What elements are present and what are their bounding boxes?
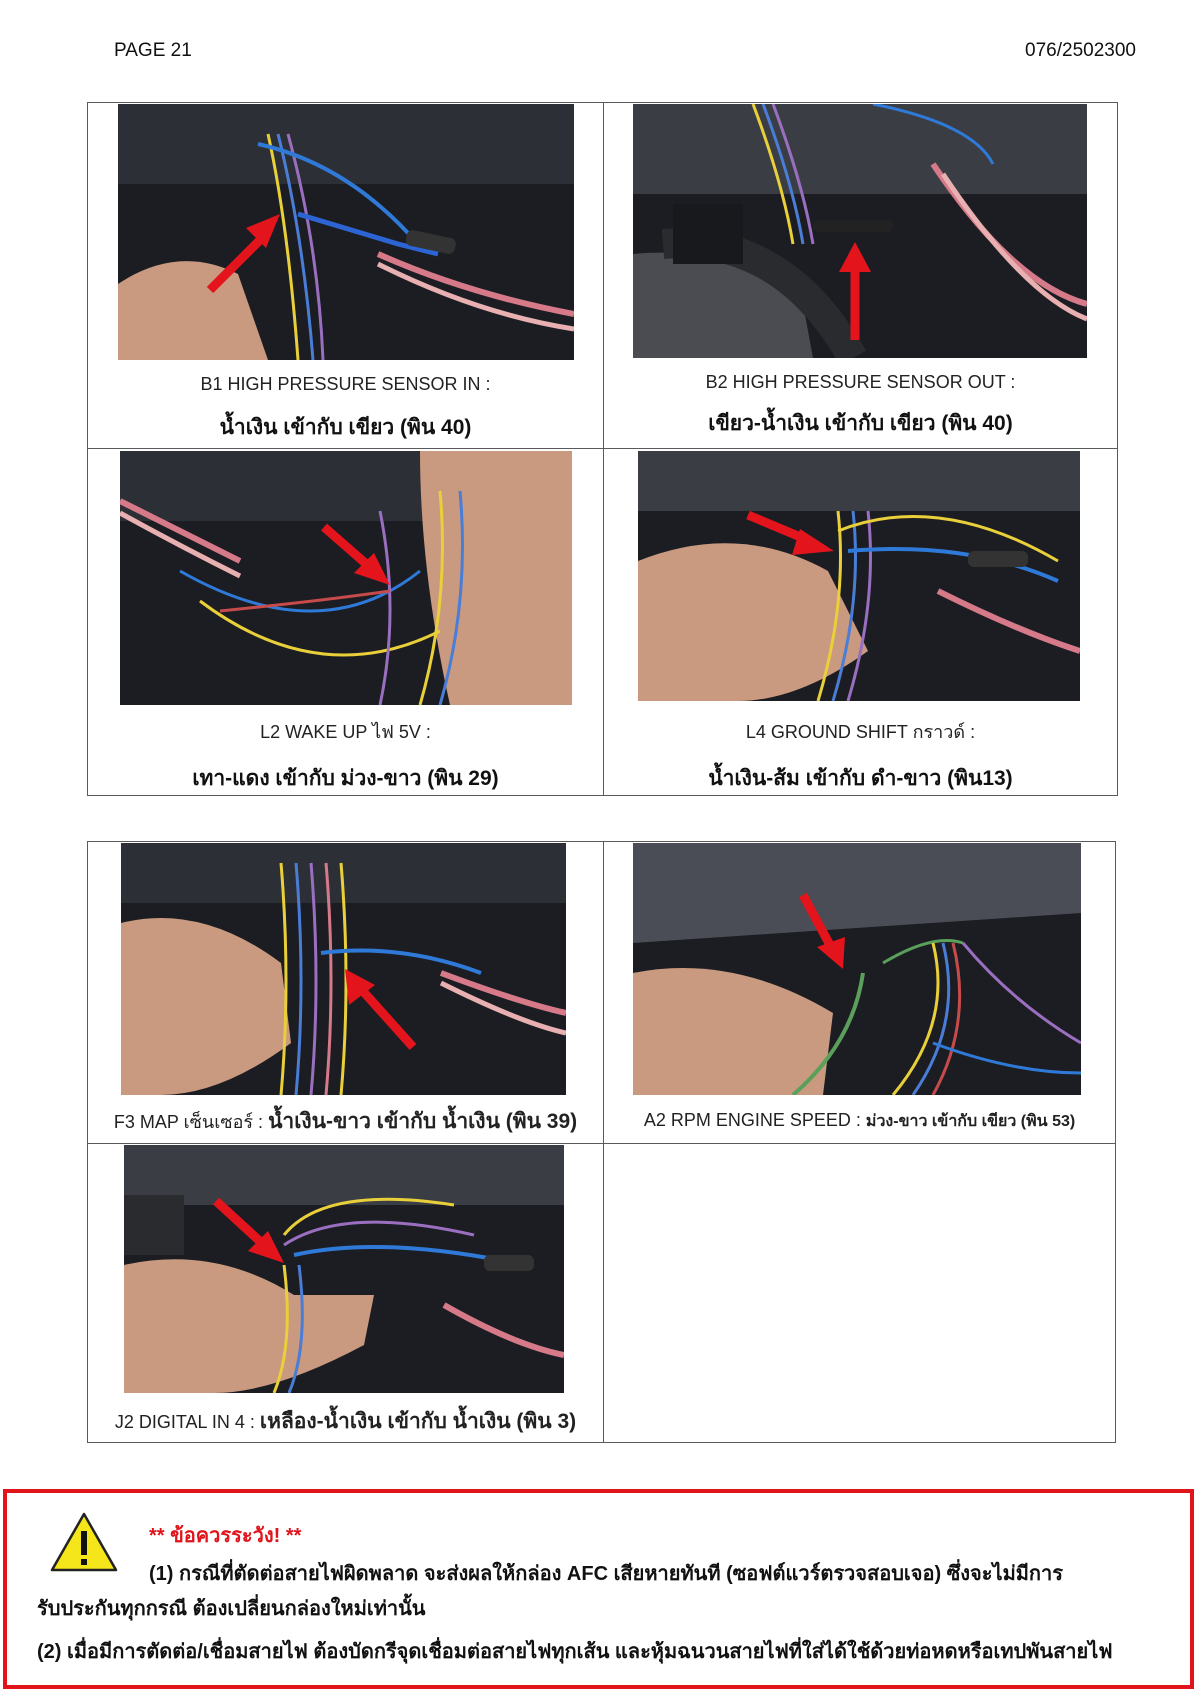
detail-f3: น้ำเงิน-ขาว เข้ากับ น้ำเงิน (พิน 39): [268, 1110, 578, 1133]
detail-l2: เทา-แดง เข้ากับ ม่วง-ขาว (พิน 29): [192, 767, 499, 790]
wire-harness-image: [124, 1145, 564, 1393]
label-l4: L4 GROUND SHIFT กราวด์ :: [745, 722, 976, 742]
cell-j2: [88, 1144, 604, 1443]
photo-j2: [124, 1145, 564, 1393]
caption-a2: [604, 1109, 1115, 1134]
label-a2: A2 RPM ENGINE SPEED :: [643, 1110, 861, 1130]
wire-harness-image: [638, 451, 1080, 701]
photo-a2: [633, 843, 1081, 1095]
warning-box: [3, 1489, 1194, 1689]
cell-l2: [88, 449, 604, 796]
label-j2: J2 DIGITAL IN 4 :: [114, 1412, 255, 1432]
document-code: 076/2502300: [1025, 40, 1136, 61]
warning-line-1: (1) กรณีที่ตัดต่อสายไฟผิดพลาด จะส่งผลให้กล่อง AFC เสียหายทันที (ซอฟต์แวร์ตรวจสอบเจอ) ซึ่งจะไม่มีการ: [149, 1563, 1064, 1585]
cell-b1: [88, 103, 604, 449]
cell-empty: [604, 1144, 1116, 1443]
wire-harness-image: [121, 843, 566, 1095]
page-number: PAGE 21: [114, 40, 192, 61]
detail-j2: เหลือง-น้ำเงิน เข้ากับ น้ำเงิน (พิน 3): [259, 1410, 577, 1433]
wiring-grid-2: [87, 841, 1116, 1443]
warning-line-3: (2) เมื่อมีการตัดต่อ/เชื่อมสายไฟ ต้องบัดกรีจุดเชื่อมต่อสายไฟทุกเส้น และหุ้มฉนวนสายไฟที่ใส่ได้ใช้ด้วยท่อหดหรือเทปพันสายไฟ: [37, 1641, 1113, 1663]
warning-triangle-icon: [49, 1511, 119, 1573]
photo-f3: [121, 843, 566, 1095]
cell-f3: [88, 842, 604, 1144]
detail-b2: เขียว-น้ำเงิน เข้ากับ เขียว (พิน 40): [708, 412, 1013, 435]
detail-l4: น้ำเงิน-ส้ม เข้ากับ ดำ-ขาว (พิน13): [708, 767, 1013, 790]
caption-f3: [88, 1105, 603, 1138]
label-f3: F3 MAP เซ็นเซอร์ :: [113, 1112, 264, 1132]
wire-harness-image: [120, 451, 572, 705]
photo-b2: [633, 104, 1087, 358]
cell-b2: [604, 103, 1118, 449]
photo-l2: [120, 451, 572, 705]
warning-title: ** ข้อควรระวัง! **: [149, 1525, 302, 1547]
wire-harness-image: [633, 843, 1081, 1095]
wire-harness-image: [633, 104, 1087, 358]
detail-a2: ม่วง-ขาว เข้ากับ เขียว (พิน 53): [865, 1113, 1076, 1130]
label-b1: B1 HIGH PRESSURE SENSOR IN :: [200, 374, 491, 394]
wire-harness-image: [118, 104, 574, 360]
cell-a2: [604, 842, 1116, 1144]
photo-b1: [118, 104, 574, 360]
label-b2: B2 HIGH PRESSURE SENSOR OUT :: [705, 372, 1016, 392]
warning-line-2: รับประกันทุกกรณี ต้องเปลี่ยนกล่องใหม่เท่านั้น: [37, 1598, 426, 1620]
caption-j2: [88, 1405, 603, 1438]
detail-b1: น้ำเงิน เข้ากับ เขียว (พิน 40): [219, 416, 472, 439]
cell-l4: [604, 449, 1118, 796]
photo-l4: [638, 451, 1080, 701]
label-l2: L2 WAKE UP ไฟ 5V :: [260, 722, 431, 742]
wiring-grid-1: [87, 102, 1118, 796]
